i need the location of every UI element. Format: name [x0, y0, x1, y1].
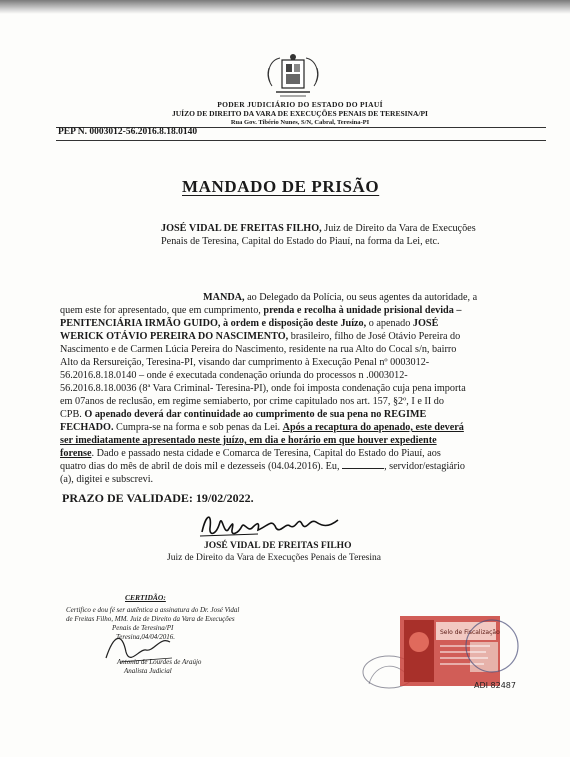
body-line-14: [60, 460, 465, 473]
case-number: PEP N. 0003012-56.2016.8.18.0140: [58, 127, 198, 137]
body-line-13: [60, 447, 441, 460]
judge-name: JOSÉ VIDAL DE FREITAS FILHO,: [161, 223, 322, 234]
header-address: Rua Gov. Tibério Nunes, S/N, Cabral, Teresina-PI: [230, 119, 370, 126]
body-text: quatro dias do mês de abril de dois mil e dezesseis (04.04.2016). Eu,: [60, 461, 343, 472]
body-line-8: 56.2016.8.18.0036 (8ª Vara Criminal- Teresina-PI), onde foi imposta condenação cuja pena importa: [60, 383, 466, 394]
header-court-division: JUÍZO DE DIREITO DA VARA DE EXECUÇÕES PENAIS DE TERESINA/PI: [172, 109, 428, 118]
coat-of-arms-icon: [262, 52, 324, 100]
certificate-date: Teresina,04/04/2016.: [116, 633, 175, 641]
clerk-role: Analista Judicial: [124, 667, 172, 675]
body-line-12: ser imediatamente apresentado neste juízo, em dia e horário em que houver expediente: [60, 435, 437, 446]
case-divider: [56, 140, 546, 141]
signer-name: JOSÉ VIDAL DE FREITAS FILHO: [204, 541, 352, 551]
seal-code: ADI 82487: [474, 681, 516, 690]
prison-name: PENITENCIÁRIA IRMÃO GUIDO, à ordem e disposição deste Juízo,: [60, 318, 367, 329]
regime-text: O apenado deverá dar continuidade ao cumprimento de sua pena no REGIME: [84, 409, 427, 420]
fiscal-seal-icon: [400, 612, 520, 692]
body-text: , servidor/estagiário: [384, 461, 465, 472]
body-line-15: (a), digitei e subscrevi.: [60, 474, 154, 485]
body-line-5: Nascimento e de Carmen Lúcia Pereira do Nascimento, residente na rua Alto do Cocal s/n, bairro: [60, 344, 457, 355]
signature-blank: [342, 460, 384, 469]
order-text: prenda e recolha à unidade prisional devida –: [263, 305, 462, 316]
clerk-name: Antonia de Lourdes de Araújo: [117, 658, 202, 666]
body-line-7: 56.2016.8.18.0140 – onde é executada condenação oriunda do processos n .0003012-: [60, 370, 408, 381]
scan-shadow: [0, 0, 570, 14]
certificate-line-2: de Freitas Filho, MM. Juiz de Direito da Vara de Execuções: [66, 615, 235, 623]
intro-text: Juiz de Direito da Vara de Execuções: [321, 223, 476, 234]
certificate-line-1: Certifico e dou fé ser autêntica a assinatura do Dr. José Vidal: [66, 606, 240, 614]
recapture-instruction: Após a recaptura do apenado, este deverá: [282, 422, 464, 433]
body-text: quem este for apresentado, que em cumprimento,: [60, 305, 264, 316]
signer-role: Juiz de Direito da Vara de Execuções Penais de Teresina: [167, 553, 381, 563]
body-line-1: [203, 291, 477, 304]
certificate-line-3: Penais de Teresina/PI: [112, 624, 174, 632]
body-line-2: [60, 304, 461, 317]
body-text: Cumpra-se na forma e sob penas da Lei.: [113, 422, 283, 433]
inmate-name: WERICK OTÁVIO PEREIRA DO NASCIMENTO,: [60, 331, 289, 342]
body-line-6: Alto da Rersureição, Teresina-PI, visando dar cumprimento à Execução Penal nº 0003012-: [60, 357, 430, 368]
body-text: o apenado: [366, 318, 413, 329]
body-line-4: [60, 330, 460, 343]
body-text: . Dado e passado nesta cidade e Comarca de Teresina, Capital do Estado do Piauí, aos: [91, 448, 441, 459]
inmate-name-part: JOSÉ: [412, 318, 439, 329]
recapture-instruction: forense: [60, 448, 92, 459]
regime-text: FECHADO.: [60, 422, 114, 433]
body-text: ao Delegado da Polícia, ou seus agentes da autoridade, a: [244, 292, 478, 303]
body-line-3: [60, 317, 438, 330]
header-court: PODER JUDICIÁRIO DO ESTADO DO PIAUÍ: [217, 100, 383, 109]
document-title: MANDADO DE PRISÃO: [182, 177, 380, 196]
body-line-11: [60, 421, 464, 434]
judge-signature-icon: [198, 508, 348, 542]
body-text: brasileiro, filho de José Otávio Pereira do: [288, 331, 461, 342]
body-text: CPB.: [60, 409, 85, 420]
certificate-label: CERTIDÃO:: [125, 593, 166, 602]
seal-title: Selo de Fiscalização: [440, 629, 500, 636]
body-line-10: [60, 408, 426, 421]
manda-word: MANDA,: [203, 292, 245, 303]
intro-line-2: Penais de Teresina, Capital do Estado do Piauí, na forma da Lei, etc.: [161, 236, 440, 247]
intro-line-1: [161, 222, 476, 235]
validity-date: PRAZO DE VALIDADE: 19/02/2022.: [62, 491, 254, 505]
body-line-9: em 07anos de reclusão, em regime semiaberto, por crime capitulado nos art. 157, §2º, I e II do: [60, 396, 444, 407]
